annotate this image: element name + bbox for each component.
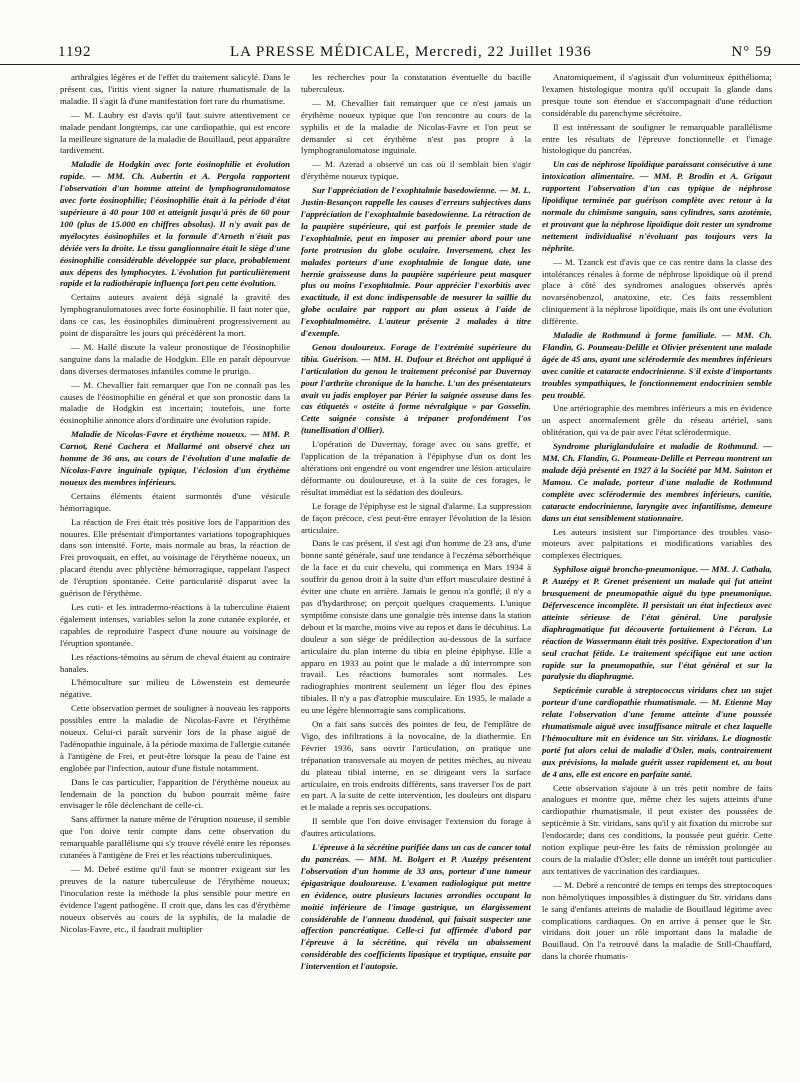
body-paragraph: Anatomiquement, il s'agissait d'un volumineux épithélioma; l'examen histologique montra qu'il occupait la glande dans presque toute son étendue et s'accompagnait d'une réduction considérable du parenchyme sécrétoire. xyxy=(542,72,772,118)
body-paragraph: — M. Azerad a observé un cas où il semblait bien s'agir d'érythème noueux typique. xyxy=(301,159,531,182)
section-paragraph: Maladie de Nicolas-Favre et érythème noueux. — MM. P. Carnot, René Cachera et Mallarmé ont observé chez un homme de 36 ans, au cours de l'évolution d'une maladie de Nicolas-Favre inguinale typique, l'éclosion d'un érythème noueux des membres inférieurs. xyxy=(60,429,290,487)
body-paragraph: Cette observation s'ajoute à un très petit nombre de faits analogues et montre que, même chez les sujets atteints d'une cardiopathie rhumatismale, il peut exister des poussées de septicémie à Str. viridans, sans qu'il y ait fixation du microbe sur l'endocarde; dans ces conditions, la poussée peut guérir. Cette notion explique peut-être les faits de rémission prolongée au cours de la maladie d'Osler; elle donne un intérêt tout particulier aux tentatives de vaccination des cardiaques. xyxy=(542,782,772,876)
body-paragraph: Certains éléments étaient surmontés d'une vésicule hémorragique. xyxy=(60,490,290,513)
section-paragraph: Syndrome pluriglandulaire et maladie de Rothmund. — MM. Ch. Flandin, G. Poumeau-Delille et Perreau montrent un malade déjà présenté en 1927 à la Société par MM. Sainton et Mamou. Ce malade, porteur d'une maladie de Rothmund complète avec sclérodermie des membres inférieurs, canitie, cataracte endocrinienne, laryngite avec infantilisme, demeure dans un état sensiblement stationnaire. xyxy=(542,441,772,523)
section-paragraph: Genou douloureux. Forage de l'extrémité supérieure du tibia. Guérison. — MM. H. Dufour et Bréchot ont appliqué à l'articulation du genou le traitement préconisé par Duvernay pour l'arthrite chronique de la hanche. L'un des présentateurs avait vu jadis employer par Périer la saignée osseuse dans les cas étiquetés « ostéite à forme névralgique » par Gosselin. Cette saignée consiste à trépaner profondément l'os (tunellisation d'Ollier). xyxy=(301,341,531,436)
body-paragraph: — M. Tzanck est d'avis que ce cas rentre dans la classe des intolérances rénales à forme de néphrose lipoïdique où il prend place à côté des syndromes analogues observés après novarsénobenzol, anatoxine, etc. Ces faits ressemblent cliniquement à la néphrose lipoïdique, mais ils ont une évolution différente. xyxy=(542,256,772,327)
body-paragraph: L'opération de Duvernay, forage avec ou sans greffe, et l'application de la trépanation à l'épiphyse d'un os dont les altérations ont engendré ou vont engendrer une lésion articulaire déformante ou douloureuse, et à la suite de ces forages, le résultat immédiat est la sédation des douleurs. xyxy=(301,439,531,497)
body-paragraph: Les cuti- et les intradermo-réactions à la tuberculine étaient également intenses, variables selon la zone cutanée explorée, et capables de reproduire l'aspect d'une nouure au voisinage de l'éruption spontanée. xyxy=(60,601,290,648)
body-paragraph: Les réactions-témoins au sérum de cheval étaient au contraire banales. xyxy=(60,651,290,674)
body-paragraph: Le forage de l'épiphyse est le signal d'alarme. La suppression de façon précoce, c'est peut-être enrayer l'évolution de la lésion articulaire. xyxy=(301,500,531,535)
body-paragraph: Une artériographie des membres inférieurs a mis en évidence un aspect anormalement grêle du réseau artériel, sans oblitération, qui va de pair avec l'état sclérodermique. xyxy=(542,403,772,438)
body-paragraph: — M. Debré a rencontré de temps en temps des streptocoques non hémolytiques impossibles à distinguer du Str. viridans dans le sang d'enfants atteints de maladie de Bouillaud légitime avec complications cardiaques. On en arrive à penser que le Str. viridans doit jouer un rôle important dans la maladie de Bouillaud. On l'a retrouvé dans la maladie de Still-Chauffard, dans la chorée rhumatis- xyxy=(542,879,772,962)
page-header xyxy=(0,38,800,65)
body-paragraph: L'hémoculture sur milieu de Löwenstein est demeurée négative. xyxy=(60,677,290,700)
body-paragraph: — M. Debré estime qu'il faut se montrer exigeant sur les preuves de la nature tuberculeuse de l'érythème noueux; l'inoculation reste la méthode la plus sensible pour mettre en évidence l'agent pathogène. Il croit que, dans les cas d'érythème noueux observés au cours de la syphilis, de la maladie de Nicolas-Favre, etc., il faudrait multiplier xyxy=(60,864,290,934)
section-paragraph: Un cas de néphrose lipoïdique paraissant consécutive à une intoxication alimentaire. — MM. P. Brodin et A. Grigaut rapportent l'observation d'un cas typique de néphrose lipoïdique terminée par guérison complète avec retour à la normale du chimisme sanguin, sans cylindres, sans azotémie, et prouvant que la néphrose lipoïdique doit rester un syndrome nettement individualisé n'évoluant pas toujours vers la néphrite. xyxy=(542,159,772,253)
body-paragraph: les recherches pour la constatation éventuelle du bacille tuberculeux. xyxy=(301,72,531,94)
body-paragraph: La réaction de Frei était très positive lors de l'apparition des nouures. Elle présentait d'importantes variations topographiques dans son intensité. Forte, mais normale au bras, la réaction de Frei provoquait, en effet, au voisinage de l'érythème noueux, un placard étendu avec phlyctène hémorragique, rappelant l'aspect de l'éruption spontanée. Cette particularité disparut avec la guérison de l'érythème. xyxy=(60,516,290,599)
body-paragraph: — M. Laubry est d'avis qu'il faut suivre attentivement ce malade pendant longtemps, car une cardiopathie, qui est encore la meilleure signature de la maladie de Bouillaud, peut apparaître tardivement. xyxy=(60,109,290,156)
body-paragraph: On a fait sans succès des pointes de feu, de l'emplâtre de Vigo, des infiltrations à la novocaïne, de la diathermie. En Février 1936, sans ouvrir l'articulation, on pratique une trépanation transversale au moyen de petites mèches, au niveau du plateau tibial interne, en se dirigeant vers la surface articulaire, en trois endroits différents, sans traverser l'os de part en part. A la suite de cette intervention, les douleurs ont disparu et le malade a repris ses occupations. xyxy=(301,719,531,813)
section-paragraph: Septicémie curable à streptococcus viridans chez un sujet porteur d'une cardiopathie rhumatismale. — M. Etienne May relate l'observation d'une femme atteinte d'une poussée rhumatismale aiguë avec insuffisance mitrale et chez laquelle l'hémoculture mit en évidence un Str. viridans. Le diagnostic porté fut alors celui de maladie d'Osler, mais, contrairement aux prévisions, la malade guérit assez rapidement et, au bout de 4 ans, elle est encore en parfaite santé. xyxy=(542,685,772,779)
body-paragraph: arthralgies légères et de l'effet du traitement salicylé. Dans le présent cas, l'iritis vient signer la nature rhumatismale de la maladie. Il s'agit là d'une manifestation fort rare du rhumatisme. xyxy=(60,72,290,106)
section-paragraph: Syphilose aiguë broncho-pneumonique. — MM. J. Cathala, P. Auzépy et P. Grenet présentent un malade qui fut atteint brusquement de pneumopathie aiguë du type pneumonique. Défervescence incomplète. Il persistait un état infectieux avec atteinte sérieuse de l'état général. Une paralysie diaphragmatique fut découverte fortuitement à l'écran. La réaction de Wassermann était très positive. Expectoration d'un seul crachat fétide. Le traitement spécifique eut une action rapide sur la pneumopathie, sur l'état général et sur la paralysie du diaphragme. xyxy=(542,564,772,682)
section-paragraph: L'épreuve à la sécrétine purifiée dans un cas de cancer total du pancréas. — MM. M. Bolgert et P. Auzépy présentent l'observation d'un homme de 33 ans, porteur d'une tumeur épigastrique douloureuse. L'examen radiologique put mettre en évidence, outre plusieurs lacunes arrondies occupant la moitié inférieure de l'image gastrique, un élargissement considérable de l'anneau duodénal, qui faisait suspecter une affection pancréatique. Celle-ci fut affirmée d'abord par l'épreuve à la sécrétine, qui révéla un abaissement considérable des coefficients lipasique et tryptique, ensuite par l'intervention et l'autopsie. xyxy=(301,842,531,972)
text-column-right xyxy=(542,72,772,1076)
body-paragraph: Les auteurs insistent sur l'importance des troubles vaso-moteurs avec palpitations et modifications variables des complexes électriques. xyxy=(542,526,772,561)
journal-title: LA PRESSE MÉDICALE, Mercredi, 22 Juillet 1936 xyxy=(230,44,592,60)
section-paragraph: Maladie de Rothmund à forme familiale. — MM. Ch. Flandin, G. Poumeau-Delille et Olivier présentent une malade âgée de 45 ans, ayant une sclérodermie des membres inférieurs avec canitie et cataracte endocrinienne. S'il existe d'importants troubles sympathiques, le fonctionnement endocrinien semble peu troublé. xyxy=(542,330,772,400)
body-paragraph: Cette observation permet de souligner à nouveau les rapports possibles entre la maladie de Nicolas-Favre et l'érythème noueux. Celui-ci paraît survenir lors de la phase aiguë de l'adénopathie inguinale, à la période maxima de l'allergie cutanée à l'antigène de Frei, et peut-être lorsque la peau de l'aine est englobée par l'infection, autour d'une fistule notamment. xyxy=(60,703,290,773)
body-paragraph: Certains auteurs avaient déjà signalé la gravité des lymphogranulomatoses avec forte éosinophilie. Il faut noter que, dans ce cas, les éosinophiles diminuèrent progressivement au point de disparaître les jours qui précédèrent la mort. xyxy=(60,292,290,339)
body-paragraph: — M. Chevallier fait remarquer que l'on ne connaît pas les causes de l'éosinophilie en général et que son pronostic dans la maladie de Hodgkin est incertain; toutefois, une forte éosinophilie annonce alors d'ordinaire une évolution rapide. xyxy=(60,379,290,426)
body-paragraph: Il semble que l'on doive envisager l'extension du forage à d'autres articulations. xyxy=(301,816,531,839)
body-paragraph: Sans affirmer la nature même de l'éruption noueuse, il semble que l'on doive tenir compte dans cette observation du remarquable parallélisme qui s'y trouve révélé entre les réponses cutanées à l'antigène de Frei et les réactions tuberculiniques. xyxy=(60,814,290,861)
body-paragraph: Il est intéressant de souligner le remarquable parallélisme entre les résultats de l'épreuve fonctionnelle et l'image histologique du pancréas. xyxy=(542,121,772,156)
body-paragraph: Dans le cas particulier, l'apparition de l'érythème noueux au lendemain de la ponction du bubon pourrait même faire envisager le rôle déclenchant de celle-ci. xyxy=(60,776,290,811)
body-paragraph: — M. Chevallier fait remarquer que ce n'est jamais un érythème noueux typique que l'on rencontre au cours de la syphilis et de la maladie de Nicolas-Favre et l'on peut se demander si cet érythème n'est pas propre à la lymphogranulomatose inguinale. xyxy=(301,97,531,156)
body-paragraph: — M. Hallé discute la valeur pronostique de l'éosinophilie sanguine dans la maladie de Hodgkin. Elle en paraît dépourvue dans diverses dermatoses infantiles comme le prurigo. xyxy=(60,341,290,376)
section-paragraph: Sur l'appréciation de l'exophtalmie basedowienne. — M. L. Justin-Besançon rappelle les causes d'erreurs subjectives dans l'appréciation de l'exophtalmie basedowienne. La rétraction de la paupière supérieure, qui est parfois le premier stade de l'exophtalmie, peut en imposer au premier abord pour une forte protrusion du globe oculaire. Inversement, chez les malades porteurs d'une exophtalmie de longue date, une hernie graisseuse dans la paupière supérieure peut masquer plus ou moins l'exophtalmie. Pour apprécier l'exorbitis avec exactitude, il est donc indispensable de mesurer la saillie du globe oculaire par rapport au plan osseux à l'aide de l'exophtalmomètre. L'auteur présente 2 malades à titre d'exemple. xyxy=(301,185,531,339)
section-paragraph: Maladie de Hodgkin avec forte éosinophilie et évolution rapide. — MM. Ch. Aubertin et A. Pergola rapportent l'observation d'un homme atteint de lymphogranulomatose avec forte éosinophilie; l'éosinophilie était à la période d'état supérieure à 40 pour 100 et atteignit jusqu'à près de 60 pour 100 (plus de 15.000 en chiffres absolus). Il n'y avait pas de myélocytes éosinophiles et la formule d'Arneth n'était pas déviée vers la droite. Le tissu ganglionnaire était le siège d'une éosinophilie considérable développée sur place, probablement aux dépens des lymphocytes. L'évolution fut particulièrement rapide et la radiothérapie influença fort peu cette évolution. xyxy=(60,159,290,289)
body-paragraph: Dans le cas présent, il s'est agi d'un homme de 23 ans, d'une bonne santé générale, sauf une tendance à l'eczéma séborrhéique de la face et du cuir chevelu, qui commença en Mars 1934 à souffrir du genou droit à la suite d'un effort musculaire destiné à éviter une chute en arrière. Jamais le genou n'a gonflé; il n'y a pas d'hydarthrose; on perçoit quelques craquements. L'unique symptôme consiste dans une gonalgie très intense dans la station debout et la marche, moins vive au repos et dans le décubitus. La douleur a son siège de prédilection au-dessous de la surface articulaire du plan interne du tibia en pleine épiphyse. Elle a apparu en 1933 au point que le malade a dû interrompre son travail. Les réactions humorales sont normales. Les radiographies montrent seulement un léger flou des épines tibiales. Il n'y a pas d'atrophie musculaire. En 1935, le malade a eu une légère blennorragie sans complications. xyxy=(301,538,531,716)
issue-number: N° 59 xyxy=(731,44,772,60)
page-number: 1192 xyxy=(58,44,92,60)
text-column-middle xyxy=(301,72,531,1076)
text-column-left xyxy=(60,72,290,1076)
